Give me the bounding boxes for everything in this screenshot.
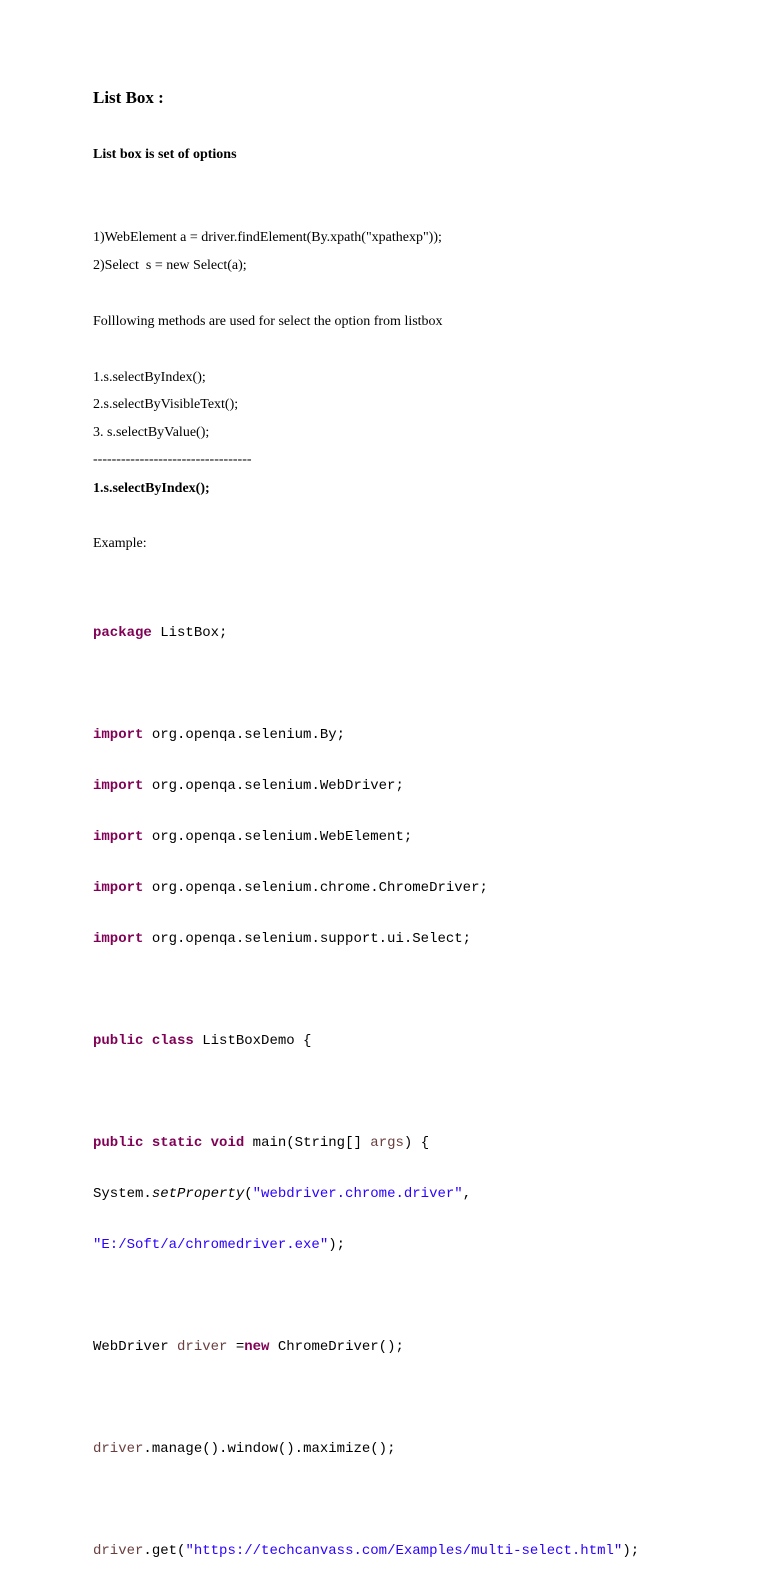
page-title: List Box : (93, 88, 164, 107)
code-text: ListBox; (151, 625, 228, 641)
code-line-class (93, 1033, 639, 1050)
code-method: setProperty (151, 1186, 245, 1202)
separator: ---------------------------------- (93, 452, 252, 467)
code-text: System. (93, 1186, 152, 1202)
code-line-import (93, 829, 639, 846)
code-line-package (93, 625, 639, 642)
code-text: .get( (143, 1543, 186, 1559)
code-string: "webdriver.chrome.driver" (252, 1186, 463, 1202)
keyword: public (93, 1033, 144, 1049)
keyword: class (151, 1033, 194, 1049)
keyword: import (93, 880, 144, 896)
methods-intro: Folllowing methods are used for select the option from listbox (93, 314, 443, 329)
code-text: main(String[] (244, 1135, 371, 1151)
keyword: import (93, 829, 144, 845)
keyword: public (93, 1135, 144, 1151)
example-label: Example: (93, 536, 147, 551)
method-3: 3. s.selectByValue(); (93, 425, 210, 440)
subtitle: List box is set of options (93, 147, 237, 162)
keyword: import (93, 931, 144, 947)
code-line-setproperty-value (93, 1237, 639, 1254)
section-heading: 1.s.selectByIndex(); (93, 481, 210, 496)
code-block (93, 591, 639, 1594)
code-text: ChromeDriver(); (269, 1339, 404, 1355)
step-1: 1)WebElement a = driver.findElement(By.xpath("xpathexp")); (93, 230, 442, 245)
code-text: = (227, 1339, 245, 1355)
code-variable: args (370, 1135, 404, 1151)
code-text: org.openqa.selenium.WebElement; (143, 829, 413, 845)
code-text: org.openqa.selenium.chrome.ChromeDriver; (143, 880, 488, 896)
code-variable: driver (93, 1441, 144, 1457)
code-text: ().maximize(); (277, 1441, 396, 1457)
code-blank (93, 1288, 639, 1305)
code-line-import (93, 727, 639, 744)
method-2: 2.s.selectByVisibleText(); (93, 397, 239, 412)
code-text: window (227, 1441, 278, 1457)
code-text: ); (328, 1237, 346, 1253)
code-text: , (462, 1186, 472, 1202)
code-blank (93, 1084, 639, 1101)
code-line-main (93, 1135, 639, 1152)
code-line-new-driver (93, 1339, 639, 1356)
keyword: new (244, 1339, 270, 1355)
code-text: ); (622, 1543, 640, 1559)
step-2: 2)Select s = new Select(a); (93, 258, 247, 273)
code-text: .manage(). (143, 1441, 228, 1457)
keyword: void (210, 1135, 245, 1151)
code-text: ) { (403, 1135, 430, 1151)
code-string: "E:/Soft/a/chromedriver.exe" (93, 1237, 329, 1253)
code-line-setproperty (93, 1186, 639, 1203)
keyword: import (93, 778, 144, 794)
code-blank (93, 676, 639, 693)
code-line-maximize (93, 1441, 639, 1458)
keyword: package (93, 625, 152, 641)
code-text: ( (244, 1186, 253, 1202)
code-line-import (93, 778, 639, 795)
code-variable: driver (93, 1543, 144, 1559)
code-text: org.openqa.selenium.By; (143, 727, 346, 743)
code-line-import (93, 931, 639, 948)
method-1: 1.s.selectByIndex(); (93, 370, 206, 385)
code-string: "https://techcanvass.com/Examples/multi-select.html" (185, 1543, 623, 1559)
code-line-import (93, 880, 639, 897)
code-line-get (93, 1543, 639, 1560)
code-variable: driver (177, 1339, 228, 1355)
code-text: ListBoxDemo { (193, 1033, 312, 1049)
code-text: org.openqa.selenium.support.ui.Select; (143, 931, 472, 947)
code-blank (93, 982, 639, 999)
code-text: org.openqa.selenium.WebDriver; (143, 778, 404, 794)
keyword: import (93, 727, 144, 743)
code-blank (93, 1390, 639, 1407)
code-blank (93, 1492, 639, 1509)
code-text: WebDriver (93, 1339, 178, 1355)
keyword: static (151, 1135, 203, 1151)
